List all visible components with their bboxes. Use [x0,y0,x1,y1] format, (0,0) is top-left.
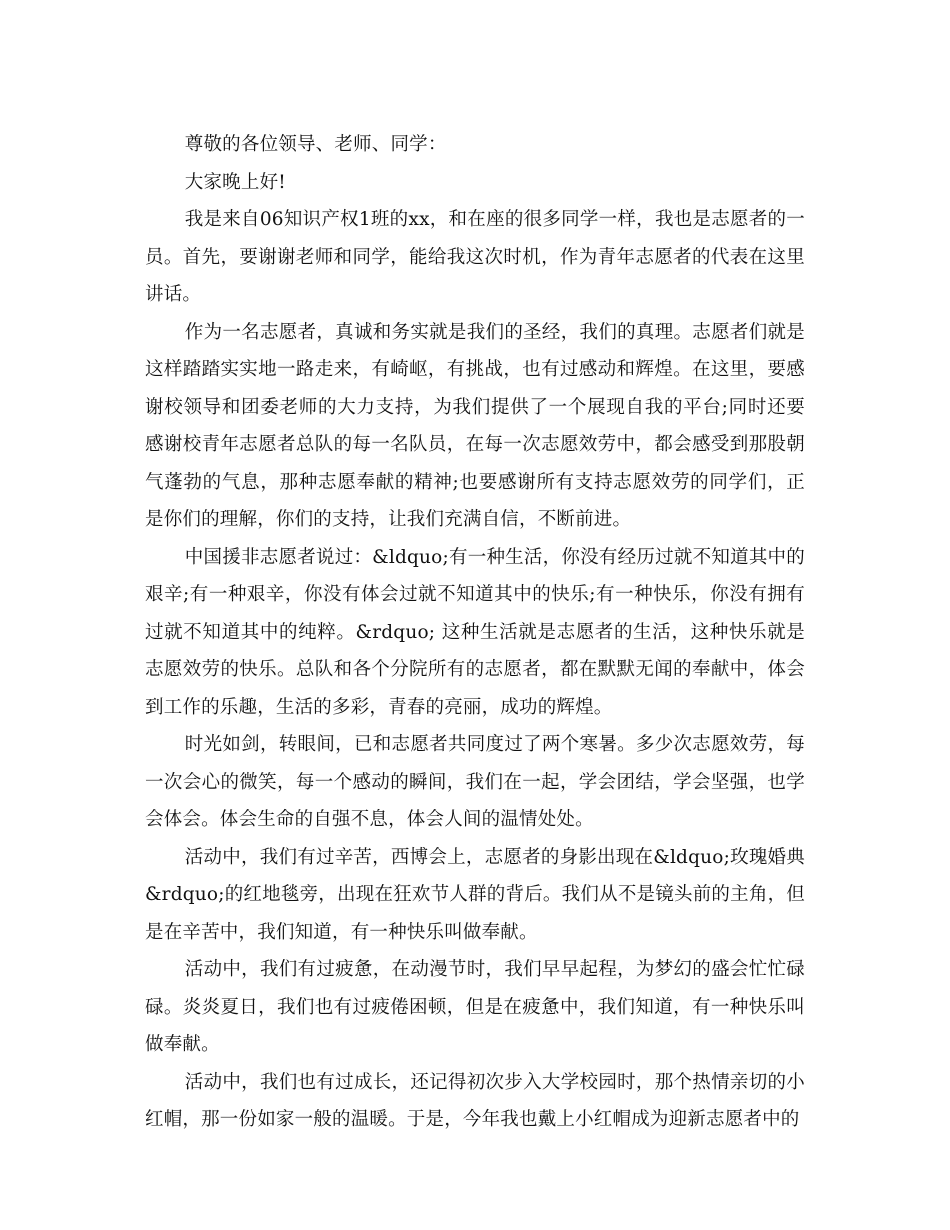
paragraph-quote: 中国援非志愿者说过：&ldquo;有一种生活，你没有经历过就不知道其中的艰辛;有一种艰辛，你没有体会过就不知道其中的快乐;有一种快乐，你没有拥有过就不知道其中的纯粹。&rdquo; 这种生活就是志愿者的生活，这种快乐就是志愿效劳的快乐。总队和各个分院所有的志愿者，都在默默无闻的奉献中，体会到工作的乐趣，生活的多彩，青春的亮丽，成功的辉煌。 [145,546,805,718]
paragraph-fatigue: 活动中，我们有过疲惫，在动漫节时，我们早早起程，为梦幻的盛会忙忙碌碌。炎炎夏日，我们也有过疲倦困顿，但是在疲惫中，我们知道，有一种快乐叫做奉献。 [145,959,805,1055]
greeting: 大家晚上好! [184,171,286,193]
paragraph-hardship: 活动中，我们有过辛苦，西博会上，志愿者的身影出现在&ldquo;玫瑰婚典&rdquo;的红地毯旁，出现在狂欢节人群的背后。我们从不是镜头前的主角，但是在辛苦中，我们知道，有一种快乐叫做奉献。 [145,846,805,943]
salutation: 尊敬的各位领导、老师、同学： [184,134,447,155]
paragraph-introduction: 我是来自06知识产权1班的xx，和在座的很多同学一样，我也是志愿者的一员。首先，要谢谢老师和同学，能给我这次时机，作为青年志愿者的代表在这里讲话。 [145,209,805,305]
document-body [145,126,805,1139]
paragraph-thanks: 作为一名志愿者，真诚和务实就是我们的圣经，我们的真理。志愿者们就是这样踏踏实实地一路走来，有崎岖，有挑战，也有过感动和辉煌。在这里，要感谢校领导和团委老师的大力支持，为我们提供了一个展现自我的平台;同时还要感谢校青年志愿者总队的每一名队员，在每一次志愿效劳中，都会感受到那股朝气蓬勃的气息，那种志愿奉献的精神;也要感谢所有支持志愿效劳的同学们，正是你们的理解，你们的支持，让我们充满自信，不断前进。 [145,321,805,530]
paragraph-time: 时光如剑，转眼间，已和志愿者共同度过了两个寒暑。多少次志愿效劳，每一次会心的微笑，每一个感动的瞬间，我们在一起，学会团结，学会坚强，也学会体会。体会生命的自强不息，体会人间的温情处处。 [145,734,805,830]
paragraph-growth: 活动中，我们也有过成长，还记得初次步入大学校园时，那个热情亲切的小红帽，那一份如家一般的温暖。于是，今年我也戴上小红帽成为迎新志愿者中的 [145,1071,805,1130]
